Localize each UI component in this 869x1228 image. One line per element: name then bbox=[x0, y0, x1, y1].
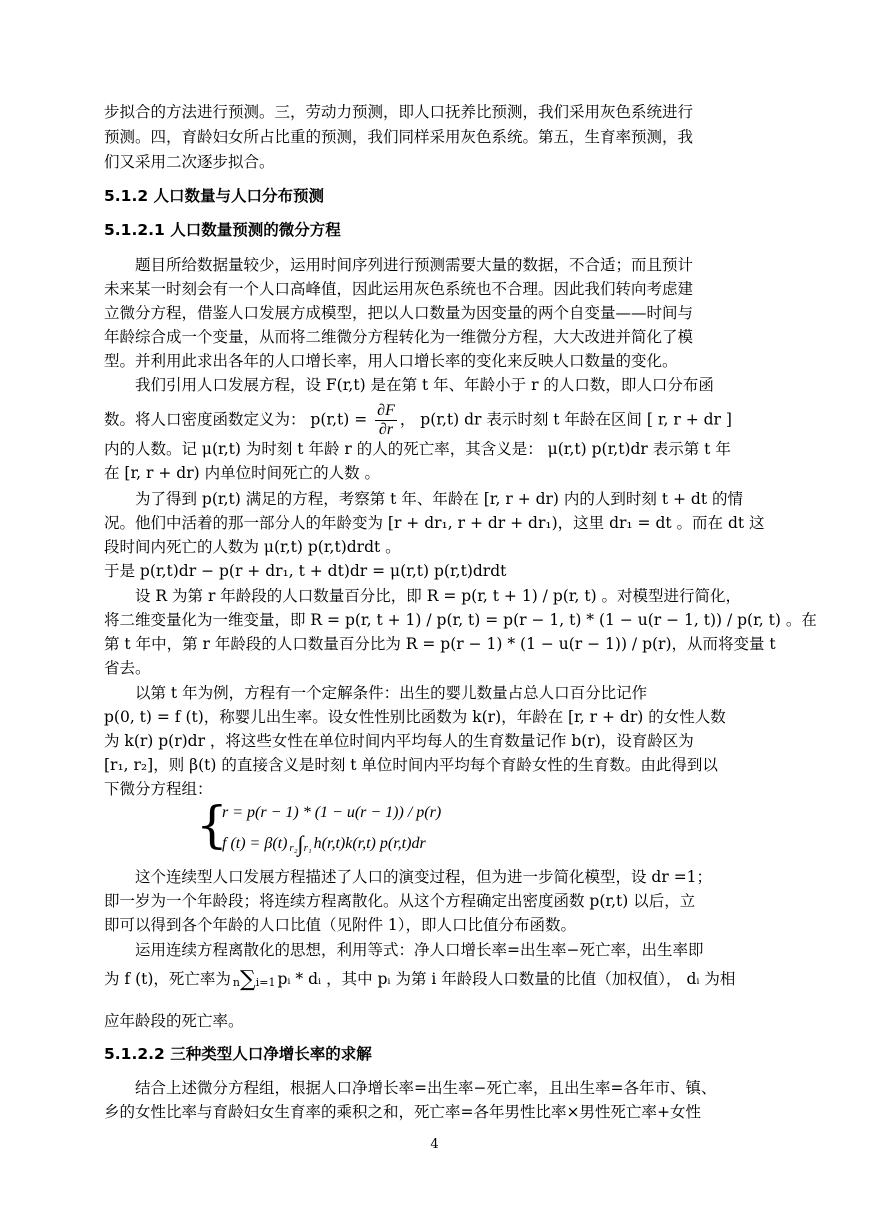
text-line: 乡的女性比率与育龄妇女生育率的乘积之和，死亡率=各年男性比率×男性死亡率+女性 bbox=[104, 1103, 701, 1121]
section-heading-5-1-2-2: 5.1.2.2 三种类型人口净增长率的求解 bbox=[104, 1045, 372, 1063]
text-line-with-fraction bbox=[104, 402, 766, 439]
text-line: p(0, t) = f (t)，称婴儿出生率。设女性性别比函数为 k(r)，年龄在 [r, r + dr) 的女性人数 bbox=[104, 708, 726, 726]
text-line-with-sum bbox=[104, 968, 766, 991]
text-line: 以第 t 年为例，方程有一个定解条件：出生的婴儿数量占总人口百分比记作 bbox=[135, 684, 648, 702]
section-heading-5-1-2-1: 5.1.2.1 人口数量预测的微分方程 bbox=[104, 221, 341, 239]
text-line: 型。并利用此求出各年的人口增长率，用人口增长率的变化来反映人口数量的变化。 bbox=[104, 352, 678, 370]
text-line: 况。他们中活着的那一部分人的年龄变为 [r + dr₁, r + dr + dr₁)，这里 dr₁ = dt 。而在 dt 这 bbox=[104, 514, 765, 532]
equation-system-brace: { bbox=[196, 796, 228, 854]
text-line: 为 k(r) p(r)dr ，将这些女性在单位时间内平均每人的生育数量记作 b(r)，设育龄区为 bbox=[104, 732, 694, 750]
text-line: 题目所给数据量较少，运用时间序列进行预测需要大量的数据，不合适；而且预计 bbox=[135, 256, 694, 274]
text-line: 我们引用人口发展方程，设 F(r,t) 是在第 t 年、年龄小于 r 的人口数，即人口分布函 bbox=[135, 376, 714, 394]
text-line: 将二维变量化为一维变量，即 R = p(r, t + 1) / p(r, t) = p(r − 1, t) * (1 − u(r − 1, t)) / p(r, t) 。在 bbox=[104, 611, 817, 629]
text-line: [r₁, r₂]，则 β(t) 的直接含义是时刻 t 单位时间内平均每个育龄女性的生育数。由此得到以 bbox=[104, 756, 718, 774]
fraction-denominator: ∂r bbox=[378, 421, 394, 438]
text-line: 为了得到 p(r,t) 满足的方程，考察第 t 年、年龄在 [r, r + dr) 内的人到时刻 t + dt 的情 bbox=[135, 490, 743, 508]
text-segment: 为 f (t)，死亡率为 bbox=[104, 970, 231, 988]
equation-2 bbox=[222, 833, 642, 855]
text-line: 即可以得到各个年龄的人口比值（见附件 1），即人口比值分布函数。 bbox=[104, 916, 577, 934]
text-line: 立微分方程，借鉴人口发展方成模型，把以人口数量为因变量的两个自变量——时间与 bbox=[104, 304, 694, 322]
fraction bbox=[375, 402, 397, 439]
text-line: 运用连续方程离散化的思想，利用等式：净人口增长率=出生率−死亡率，出生率即 bbox=[135, 941, 704, 959]
sum-symbol: ∑ bbox=[240, 967, 256, 992]
page-number: 4 bbox=[430, 1137, 439, 1152]
text-segment: ， p(r,t) dr 表示时刻 t 年龄在区间 [ r, r + dr ] bbox=[399, 410, 732, 429]
text-line: 这个连续型人口发展方程描述了人口的演变过程，但为进一步简化模型，设 dr =1； bbox=[135, 868, 713, 886]
text-segment: 数。将人口密度函数定义为： p(r,t) = bbox=[104, 410, 373, 429]
integral-upper-limit: r₂ bbox=[289, 842, 298, 855]
text-line: 内的人数。记 μ(r,t) 为时刻 t 年龄 r 的人的死亡率，其含义是： μ(r,t) p(r,t)dr 表示第 t 年 bbox=[104, 440, 731, 458]
text-segment: pᵢ * dᵢ ，其中 pᵢ 为第 i 年龄段人口数量的比值（加权值）， dᵢ 为相 bbox=[277, 970, 736, 988]
integral-sign bbox=[289, 833, 311, 855]
sum-upper-limit: n bbox=[232, 976, 241, 989]
text-line: 结合上述微分方程组，根据人口净增长率=出生率−死亡率，且出生率=各年市、镇、 bbox=[135, 1079, 717, 1097]
integral-symbol: ∫ bbox=[297, 831, 304, 857]
equation-1: r = p(r − 1) * (1 − u(r − 1)) / p(r) bbox=[222, 804, 442, 821]
equation-text: h(r,t)k(r,t) p(r,t)dr bbox=[313, 835, 426, 852]
integral-lower-limit: r₁ bbox=[303, 842, 312, 855]
text-line: 们又采用二次逐步拟合。 bbox=[104, 153, 275, 171]
text-line: 应年龄段的死亡率。 bbox=[104, 1012, 244, 1030]
summation bbox=[233, 969, 276, 991]
text-line: 步拟合的方法进行预测。三，劳动力预测，即人口抚养比预测，我们采用灰色系统进行 bbox=[104, 103, 694, 121]
text-line: 省去。 bbox=[104, 659, 151, 677]
equation-text: f (t) = β(t) bbox=[222, 835, 288, 852]
section-heading-5-1-2: 5.1.2 人口数量与人口分布预测 bbox=[104, 187, 325, 205]
sum-lower-limit: i=1 bbox=[255, 976, 276, 989]
text-line: 年龄综合成一个变量，从而将二维微分方程转化为一维微分方程，大大改进并简化了模 bbox=[104, 328, 694, 346]
equation-line: 于是 p(r,t)dr − p(r + dr₁, t + dt)dr = μ(r,t) p(r,t)drdt bbox=[104, 562, 507, 580]
text-line: 预测。四，育龄妇女所占比重的预测，我们同样采用灰色系统。第五，生育率预测，我 bbox=[104, 128, 694, 146]
text-line: 即一岁为一个年龄段；将连续方程离散化。从这个方程确定出密度函数 p(r,t) 以后，立 bbox=[104, 892, 696, 910]
text-line: 在 [r, r + dr) 内单位时间死亡的人数 。 bbox=[104, 464, 381, 482]
text-line: 下微分方程组： bbox=[104, 780, 213, 798]
text-line: 第 t 年中，第 r 年龄段的人口数量百分比为 R = p(r − 1) * (1 − u(r − 1)) / p(r)，从而将变量 t bbox=[104, 635, 776, 653]
text-line: 设 R 为第 r 年龄段的人口数量百分比，即 R = p(r, t + 1) / p(r, t) 。对模型进行简化， bbox=[135, 587, 742, 605]
fraction-numerator: ∂F bbox=[377, 402, 395, 419]
text-line: 未来某一时刻会有一个人口高峰值，因此运用灰色系统也不合理。因此我们转向考虑建 bbox=[104, 280, 694, 298]
text-line: 段时间内死亡的人数为 μ(r,t) p(r,t)drdt 。 bbox=[104, 538, 401, 556]
